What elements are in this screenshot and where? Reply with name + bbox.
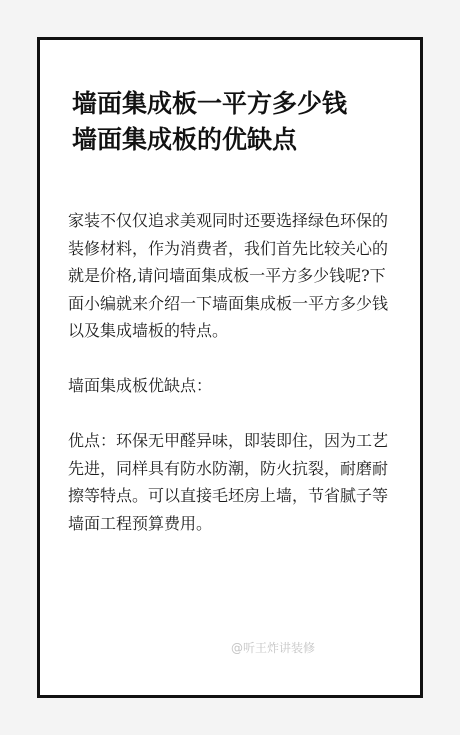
article-title bbox=[72, 86, 392, 158]
article-body bbox=[68, 207, 398, 537]
article-card bbox=[37, 37, 423, 698]
title-line-2: 墙面集成板的优缺点 bbox=[72, 125, 298, 154]
paragraph-spacer bbox=[68, 400, 398, 428]
title-line-1: 墙面集成板一平方多少钱 bbox=[72, 89, 348, 118]
intro-paragraph: 家装不仅仅追求美观同时还要选择绿色环保的装修材料，作为消费者，我们首先比较关心的就是价格,请问墙面集成板一平方多少钱呢?下面小编就来介绍一下墙面集成板一平方多少钱以及集成墙板的特点。 bbox=[68, 211, 389, 340]
paragraph-spacer bbox=[68, 345, 398, 373]
author-watermark: @听王炸讲装修 bbox=[231, 641, 316, 655]
advantages-paragraph: 优点：环保无甲醛异味，即装即住，因为工艺先进，同样具有防水防潮，防火抗裂，耐磨耐擦等特点。可以直接毛坯房上墙，节省腻子等墙面工程预算费用。 bbox=[68, 431, 389, 533]
section-heading: 墙面集成板优缺点： bbox=[68, 376, 213, 395]
